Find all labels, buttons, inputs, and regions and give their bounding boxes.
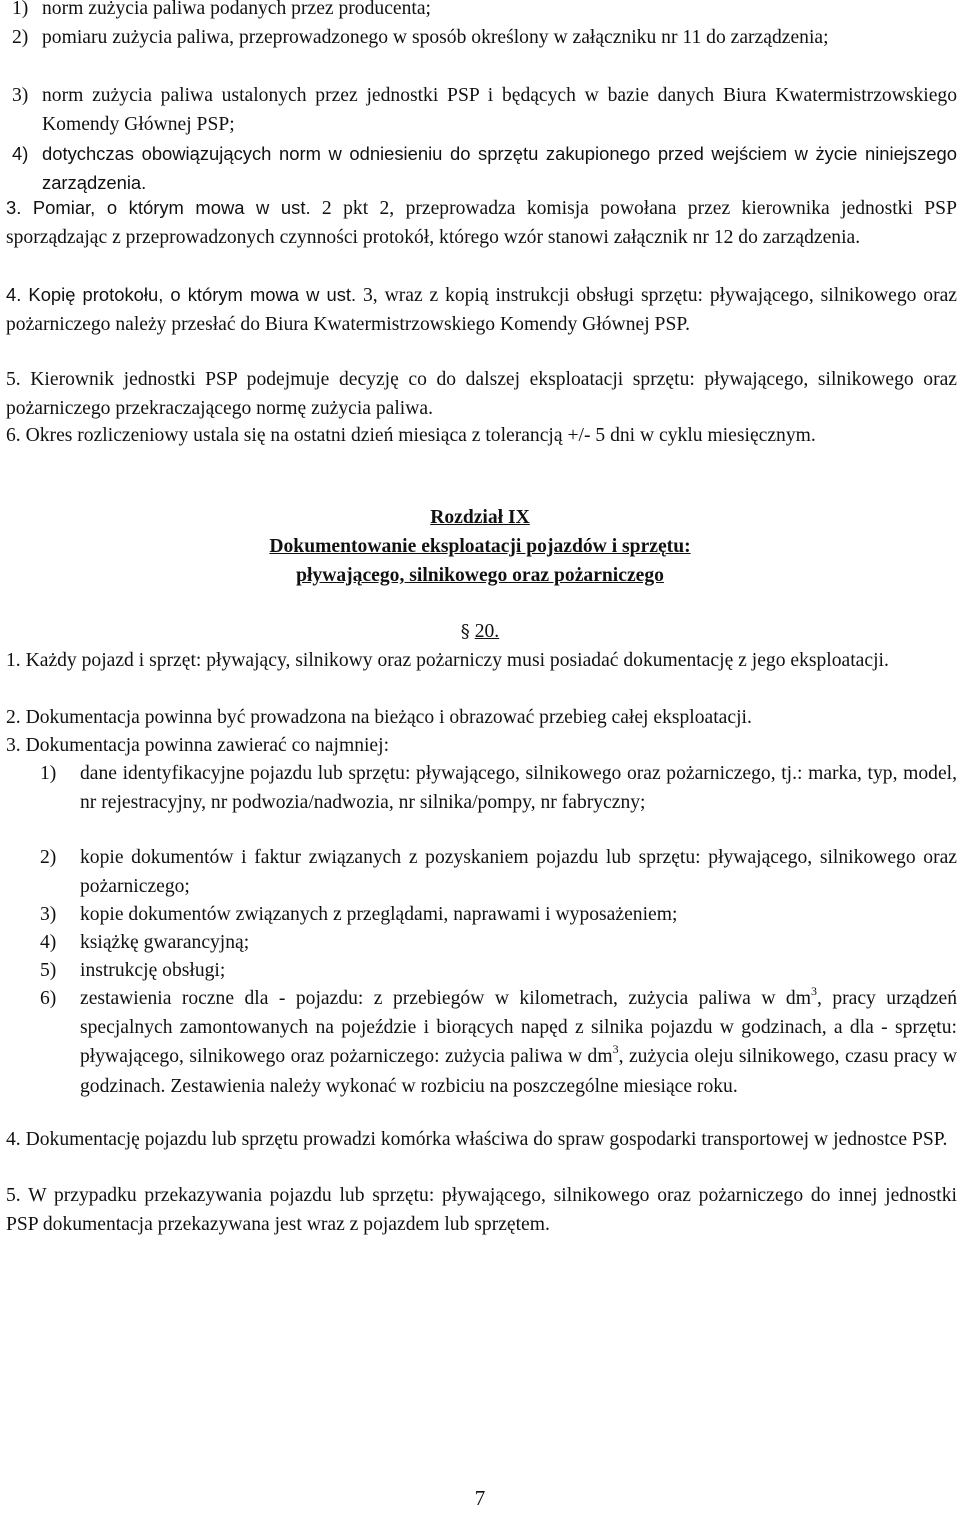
paragraph-text: 2 pkt 2, przeprowadza komisja powołana przez kierownika jednostki PSP sporządzając z przeprowadzonych czynności protokół, którego wzór stanowi załącznik nr 12 do zarządzenia. <box>6 198 957 249</box>
list-text: dotychczas obowiązujących norm w odniesieniu do sprzętu zakupionego przed wejściem w życie niniejszego zarządzenia. <box>42 143 957 194</box>
list-text: dane identyfikacyjne pojazdu lub sprzętu: pływającego, silnikowego oraz pożarniczego, tj.: marka, typ, model, nr rejestracyjny, nr podwozia/nadwozia, nr silnika/pompy, nr fabryczny; <box>80 763 957 814</box>
list-text: instrukcję obsługi; <box>80 960 226 981</box>
superscript: 3 <box>612 1042 619 1057</box>
paragraph-point-1: 1. Każdy pojazd i sprzęt: pływający, silnikowy oraz pożarniczy musi posiadać dokumentację z jego eksploatacji. <box>6 650 889 671</box>
list-text: pomiaru zużycia paliwa, przeprowadzonego w sposób określony w załączniku nr 11 do zarządzenia; <box>42 27 829 48</box>
list-item <box>6 956 957 985</box>
list-text: kopie dokumentów i faktur związanych z pozyskaniem pojazdu lub sprzętu: pływającego, silnikowego oraz pożarniczego; <box>80 847 957 898</box>
paragraph-point-2: 2. Dokumentacja powinna być prowadzona na bieżąco i obrazować przebieg całej eksploatacji. <box>6 707 752 728</box>
list-item <box>6 984 957 1101</box>
list-number: 5) <box>40 960 57 981</box>
list-item <box>6 900 957 929</box>
list-item <box>6 843 957 901</box>
list-item <box>6 23 957 52</box>
list-number: 1) <box>12 0 29 19</box>
list-number: 4) <box>40 932 57 953</box>
paragraph-point-6 <box>6 421 957 450</box>
list-item <box>6 81 957 139</box>
list-text: norm zużycia paliwa ustalonych przez jednostki PSP i będących w bazie danych Biura Kwatermistrzowskiego Komendy Głównej PSP; <box>42 85 957 136</box>
list-item <box>6 928 957 957</box>
list-text: zestawienia roczne dla - pojazdu: z przebiegów w kilometrach, zużycia paliwa w dm <box>80 988 811 1009</box>
list-text: , zużycia oleju silnikowego, czasu pracy w godzinach. Zestawienia należy wykonać w rozbiciu na poszczególne miesiące roku. <box>80 1046 957 1097</box>
list-item <box>6 139 957 197</box>
paragraph-point-4 <box>6 280 957 339</box>
list-number: 6) <box>40 988 57 1009</box>
paragraph-text: 3, wraz z kopią instrukcji obsługi sprzętu: pływającego, silnikowego oraz pożarniczego należy przesłać do Biura Kwatermistrzowskiego Komendy Głównej PSP. <box>6 285 958 336</box>
list-number: 2) <box>40 847 57 868</box>
chapter-subtitle: Dokumentowanie eksploatacji pojazdów i sprzętu: <box>269 536 691 557</box>
list-number: 4) <box>12 143 29 164</box>
list-item <box>6 0 957 23</box>
superscript: 3 <box>810 984 817 998</box>
list-item <box>6 759 957 817</box>
paragraph-point-3: 3. Dokumentacja powinna zawierać co najmniej: <box>6 735 390 756</box>
list-number: 3) <box>40 904 57 925</box>
chapter-title: Rozdział IX <box>430 507 530 528</box>
chapter-subtitle: pływającego, silnikowego oraz pożarniczego <box>296 565 664 586</box>
paragraph-lead: 4. Kopię protokołu, o którym mowa w ust. <box>6 284 357 305</box>
list-text: norm zużycia paliwa podanych przez producenta; <box>42 0 431 19</box>
list-text: , pracy urządzeń specjalnych zamontowanych na pojeździe i biorących napęd z silnika pojazdu w godzinach, a dla - sprzętu: pływającego, silnikowego oraz pożarniczego: zużycia paliwa w dm <box>80 988 957 1068</box>
paragraph-lead: 3. Pomiar, o którym mowa w ust. <box>6 197 311 218</box>
list-text: kopie dokumentów związanych z przeglądami, naprawami i wyposażeniem; <box>80 904 678 925</box>
paragraph-point-5: 5. W przypadku przekazywania pojazdu lub sprzętu: pływającego, silnikowego oraz pożarniczego do innej jednostki PSP dokumentacja przekazywana jest wraz z pojazdem lub sprzętem. <box>6 1185 957 1236</box>
list-number: 1) <box>40 763 57 784</box>
list-number: 3) <box>12 85 29 106</box>
list-text: książkę gwarancyjną; <box>80 932 250 953</box>
section-sign: § <box>460 621 470 642</box>
paragraph-point-5 <box>6 365 957 423</box>
section-heading <box>0 617 960 646</box>
page-number: 7 <box>474 1486 486 1510</box>
section-number: 20. <box>474 621 500 642</box>
paragraph-point-3 <box>6 193 957 252</box>
paragraph-text: 6. Okres rozliczeniowy ustala się na ostatni dzień miesiąca z tolerancją +/- 5 dni w cyklu miesięcznym. <box>6 425 816 446</box>
list-number: 2) <box>12 27 29 48</box>
paragraph-text: 5. Kierownik jednostki PSP podejmuje decyzję co do dalszej eksploatacji sprzętu: pływającego, silnikowego oraz pożarniczego przekraczającego normę zużycia paliwa. <box>6 369 957 420</box>
paragraph-point-4: 4. Dokumentację pojazdu lub sprzętu prowadzi komórka właściwa do spraw gospodarki transportowej w jednostce PSP. <box>6 1129 948 1150</box>
